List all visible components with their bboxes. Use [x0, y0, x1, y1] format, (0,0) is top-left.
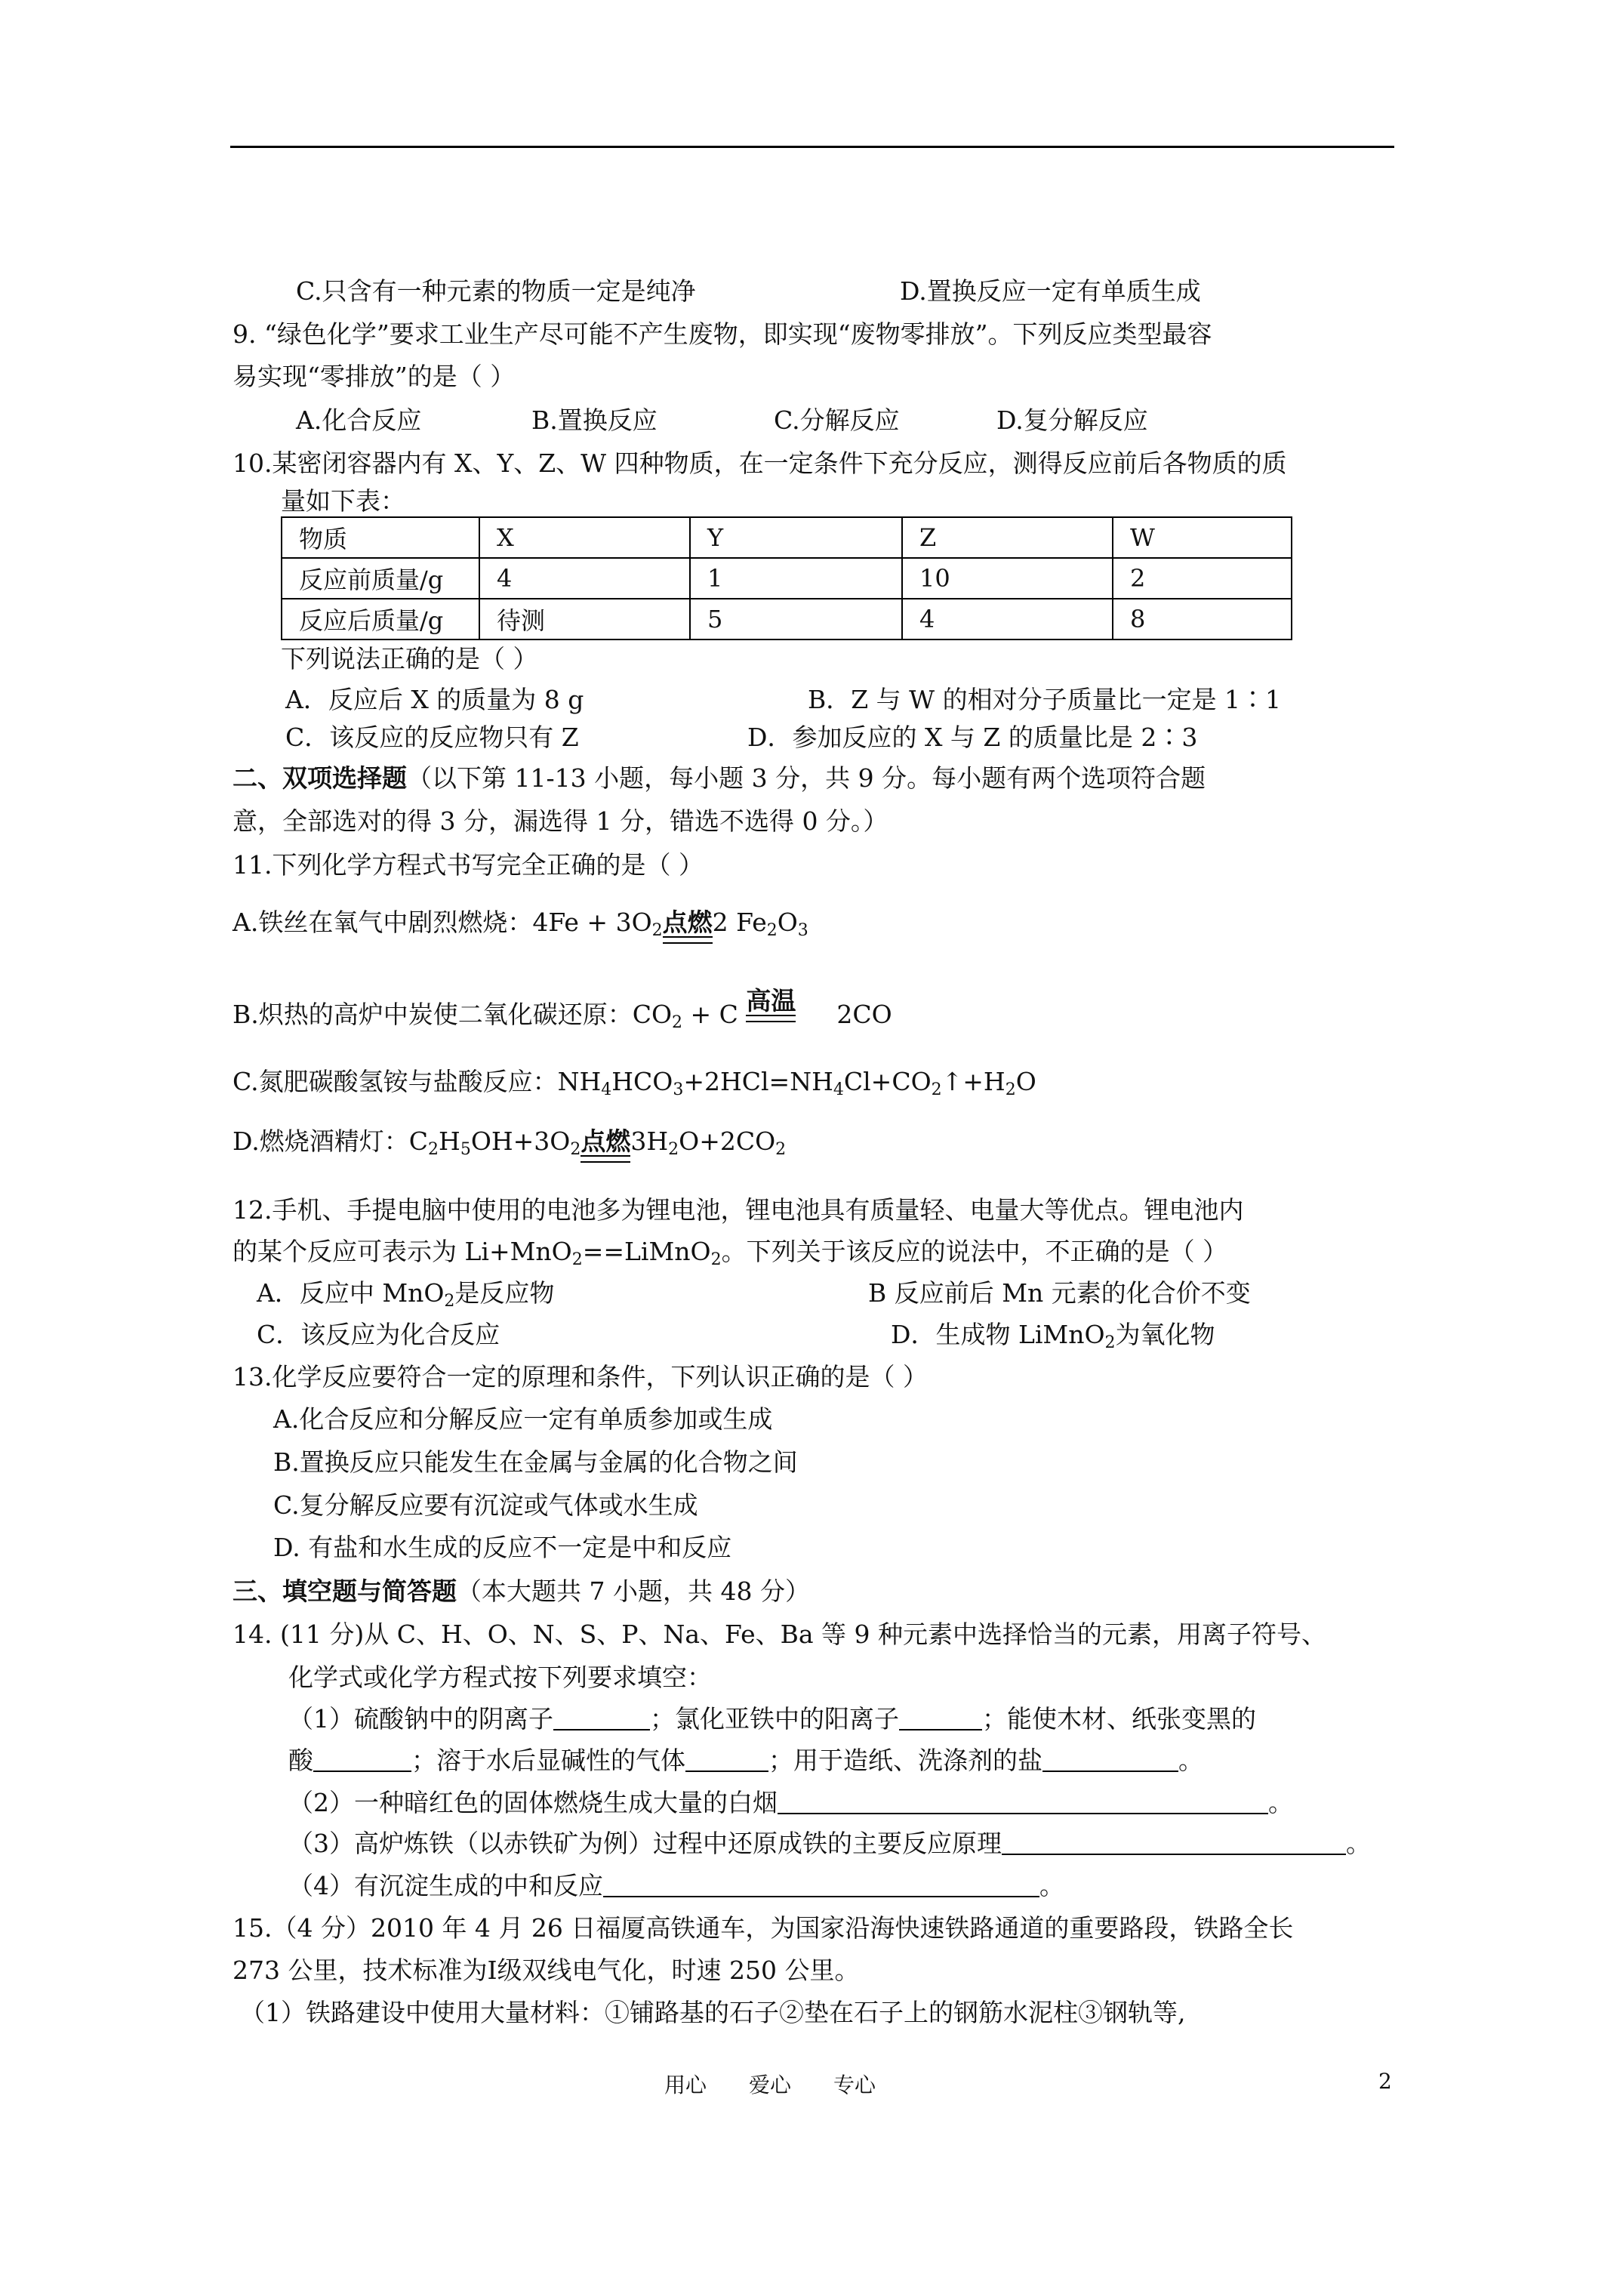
q14-stem-line1: 14. (11 分)从 C、H、O、N、S、P、Na、Fe、Ba 等 9 种元素中选择恰当的元素，用离子符号、	[233, 1620, 1327, 1649]
table-cell: Z	[902, 517, 1113, 558]
q10-stem-line2: 量如下表：	[281, 486, 405, 516]
q11c-text: O	[1015, 1067, 1036, 1096]
q11d-text: 3H	[630, 1126, 669, 1156]
subscript: 2	[710, 1250, 722, 1269]
q13-option-d: D. 有盐和水生成的反应不一定是中和反应	[273, 1533, 732, 1562]
section-3-heading	[233, 1575, 810, 1608]
q11c-text: Cl+CO	[843, 1067, 932, 1096]
q11a-text: 2 Fe	[712, 908, 767, 937]
q9-stem-line2: 易实现“零排放”的是（ ）	[233, 362, 516, 391]
section-2-heading	[233, 762, 1206, 795]
q11b-text: B.炽热的高炉中炭使二氧化碳还原：CO	[233, 1000, 673, 1029]
q14-text: 。	[1346, 1829, 1371, 1858]
q12a-text: 是反应物	[454, 1278, 555, 1308]
answer-blank[interactable]	[313, 1748, 411, 1772]
table-cell: 物质	[282, 517, 479, 558]
q14-part1-line2	[288, 1744, 1203, 1777]
subscript: 3	[673, 1080, 684, 1099]
header-rule	[230, 146, 1394, 148]
q11-option-c	[233, 1065, 1036, 1107]
q11c-text: ↑+H	[941, 1067, 1006, 1096]
q12-option-c: C．该反应为化合反应	[257, 1320, 500, 1349]
q15-part1: （1）铁路建设中使用大量材料：①铺路基的石子②垫在石子上的钢筋水泥柱③钢轨等,	[240, 1998, 1186, 2027]
q11-option-a	[233, 906, 808, 948]
q10-mass-table	[281, 516, 1292, 640]
answer-blank[interactable]	[1042, 1748, 1178, 1772]
table-row	[282, 558, 1292, 599]
q14-text: （1）硫酸钠中的阴离子	[288, 1704, 553, 1734]
q13-option-c: C.复分解反应要有沉淀或气体或水生成	[273, 1490, 698, 1520]
q11d-text: H	[439, 1126, 460, 1156]
q14-text: ；用于造纸、洗涤剂的盐	[768, 1746, 1042, 1775]
q14-text: ；氯化亚铁中的阳离子	[650, 1704, 899, 1734]
subscript: 4	[601, 1080, 612, 1099]
q11d-text: D.燃烧酒精灯：C	[233, 1126, 429, 1156]
table-cell: 待测	[479, 599, 690, 639]
q9-stem-line1: 9. “绿色化学”要求工业生产尽可能不产生废物，即实现“废物零排放”。下列反应类型最容	[233, 319, 1212, 349]
section-2-note: （以下第 11-13 小题，每小题 3 分，共 9 分。每小题有两个选项符合题	[407, 763, 1206, 793]
subscript: 2	[1104, 1333, 1116, 1352]
table-cell: Y	[690, 517, 902, 558]
subscript: 2	[571, 1250, 583, 1269]
answer-blank[interactable]	[778, 1790, 1268, 1814]
q9-option-c: C.分解反应	[774, 405, 900, 435]
q14-text: （3）高炉炼铁（以赤铁矿为例）过程中还原成铁的主要反应原理	[288, 1829, 1002, 1858]
q11-option-b	[233, 986, 892, 1040]
q10-option-b: B．Z 与 W 的相对分子质量比一定是 1∶1	[808, 685, 1282, 714]
q14-part4	[288, 1869, 1064, 1903]
q9-option-d: D.复分解反应	[996, 405, 1148, 435]
footer-motto: 用心 爱心 专心	[664, 2073, 876, 2097]
q12a-text: A．反应中 MnO	[257, 1278, 445, 1308]
q11b-text: 2CO	[836, 1000, 892, 1029]
table-cell: 反应后质量/g	[282, 599, 479, 639]
q14-text: （4）有沉淀生成的中和反应	[288, 1871, 603, 1900]
q14-text: （2）一种暗红色的固体燃烧生成大量的白烟	[288, 1788, 778, 1817]
q14-part2	[288, 1786, 1293, 1820]
table-row	[282, 599, 1292, 639]
subscript: 4	[833, 1080, 844, 1099]
q13-stem: 13.化学反应要符合一定的原理和条件，下列认识正确的是（ ）	[233, 1362, 928, 1391]
q14-text: ；能使木材、纸张变黑的	[982, 1704, 1256, 1734]
answer-blank[interactable]	[899, 1706, 982, 1730]
q10-option-c: C．该反应的反应物只有 Z	[285, 723, 579, 752]
page-number: 2	[1378, 2069, 1392, 2094]
section-3-title: 三、填空题与简答题	[233, 1576, 457, 1606]
q14-text: ；溶于水后显碱性的气体	[411, 1746, 685, 1775]
subscript: 2	[672, 1013, 683, 1032]
subscript: 2	[931, 1080, 942, 1099]
q11d-text: OH+3O	[470, 1126, 571, 1156]
subscript: 5	[460, 1140, 471, 1159]
option-8d: D.置换反应一定有单质生成	[900, 276, 1201, 306]
section-3-note: （本大题共 7 小题，共 48 分）	[457, 1576, 810, 1606]
reaction-condition: 高温	[746, 985, 796, 1018]
q14-text: 。	[1178, 1746, 1203, 1775]
table-cell: 5	[690, 599, 902, 639]
q10-stem-line1: 10.某密闭容器内有 X、Y、Z、W 四种物质，在一定条件下充分反应，测得反应前后各物质的质	[233, 448, 1287, 478]
q14-text: 酸	[288, 1746, 313, 1775]
subscript: 2	[651, 921, 663, 940]
subscript: 2	[668, 1140, 679, 1159]
table-cell: 4	[479, 558, 690, 599]
option-8c: C.只含有一种元素的物质一定是纯净	[296, 276, 696, 306]
answer-blank[interactable]	[553, 1706, 650, 1730]
table-cell: X	[479, 517, 690, 558]
subscript: 2	[428, 1140, 439, 1159]
table-cell: W	[1113, 517, 1292, 558]
subscript: 2	[1005, 1080, 1016, 1099]
q14-text: 。	[1268, 1788, 1293, 1817]
q11b-text: + C	[682, 1000, 747, 1029]
q12-text: 。下列关于该反应的说法中，不正确的是（ ）	[721, 1237, 1228, 1266]
q9-option-a: A.化合反应	[296, 405, 422, 435]
q12-option-d	[891, 1318, 1215, 1360]
q12-text: ==LiMnO	[582, 1237, 711, 1266]
q11-stem: 11.下列化学方程式书写完全正确的是（ ）	[233, 850, 704, 880]
answer-blank[interactable]	[685, 1748, 768, 1772]
section-2-note-line2: 意，全部选对的得 3 分，漏选得 1 分，错选不选得 0 分。）	[233, 806, 888, 836]
reaction-condition: 点燃	[663, 906, 713, 939]
subscript: 2	[766, 921, 778, 940]
q9-option-b: B.置换反应	[531, 405, 658, 435]
q12-option-a	[257, 1277, 554, 1318]
table-header-row	[282, 517, 1292, 558]
q13-option-b: B.置换反应只能发生在金属与金属的化合物之间	[273, 1447, 798, 1477]
q15-stem-line1: 15.（4 分）2010 年 4 月 26 日福厦高铁通车，为国家沿海快速铁路通道的重要路段，铁路全长	[233, 1913, 1294, 1943]
q11c-text: C.氮肥碳酸氢铵与盐酸反应：NH	[233, 1067, 602, 1096]
table-cell: 10	[902, 558, 1113, 599]
q11a-text: O	[777, 908, 798, 937]
table-cell: 反应前质量/g	[282, 558, 479, 599]
q12-option-b: B 反应前后 Mn 元素的化合价不变	[868, 1278, 1251, 1308]
q12d-text: D．生成物 LiMnO	[891, 1320, 1105, 1349]
table-cell: 2	[1113, 558, 1292, 599]
table-cell: 1	[690, 558, 902, 599]
answer-blank[interactable]	[1002, 1831, 1346, 1855]
q14-part3	[288, 1827, 1371, 1860]
section-2-title: 二、双项选择题	[233, 763, 407, 793]
q10-option-a: A．反应后 X 的质量为 8 g	[285, 685, 584, 714]
subscript: 2	[444, 1292, 455, 1311]
q14-part1-line1	[288, 1703, 1256, 1736]
q14-text: 。	[1039, 1871, 1064, 1900]
q12-stem-line1: 12.手机、手提电脑中使用的电池多为锂电池，锂电池具有质量轻、电量大等优点。锂电池内	[233, 1195, 1244, 1225]
q12-text: 的某个反应可表示为 Li+MnO	[233, 1237, 572, 1266]
q12d-text: 为氧化物	[1115, 1320, 1215, 1349]
q15-stem-line2: 273 公里，技术标准为Ⅰ级双线电气化，时速 250 公里。	[233, 1955, 860, 1985]
q14-stem-line2: 化学式或化学方程式按下列要求填空：	[288, 1663, 712, 1692]
answer-blank[interactable]	[603, 1873, 1039, 1897]
reaction-condition: 点燃	[581, 1125, 630, 1158]
q13-option-a: A.化合反应和分解反应一定有单质参加或生成	[273, 1404, 773, 1434]
subscript: 2	[775, 1140, 787, 1159]
q11d-text: O+2CO	[679, 1126, 776, 1156]
q11c-text: HCO	[611, 1067, 673, 1096]
q10-option-d: D．参加反应的 X 与 Z 的质量比是 2∶3	[747, 723, 1198, 752]
q11a-text: A.铁丝在氧气中剧烈燃烧：4Fe + 3O	[233, 908, 652, 937]
q12-stem-line2	[233, 1235, 1227, 1277]
subscript: 3	[797, 921, 808, 940]
subscript: 2	[570, 1140, 581, 1159]
table-cell: 4	[902, 599, 1113, 639]
table-cell: 8	[1113, 599, 1292, 639]
q11-option-d	[233, 1125, 786, 1166]
q11c-text: +2HCl=NH	[683, 1067, 833, 1096]
q10-prompt: 下列说法正确的是（ ）	[281, 644, 538, 673]
